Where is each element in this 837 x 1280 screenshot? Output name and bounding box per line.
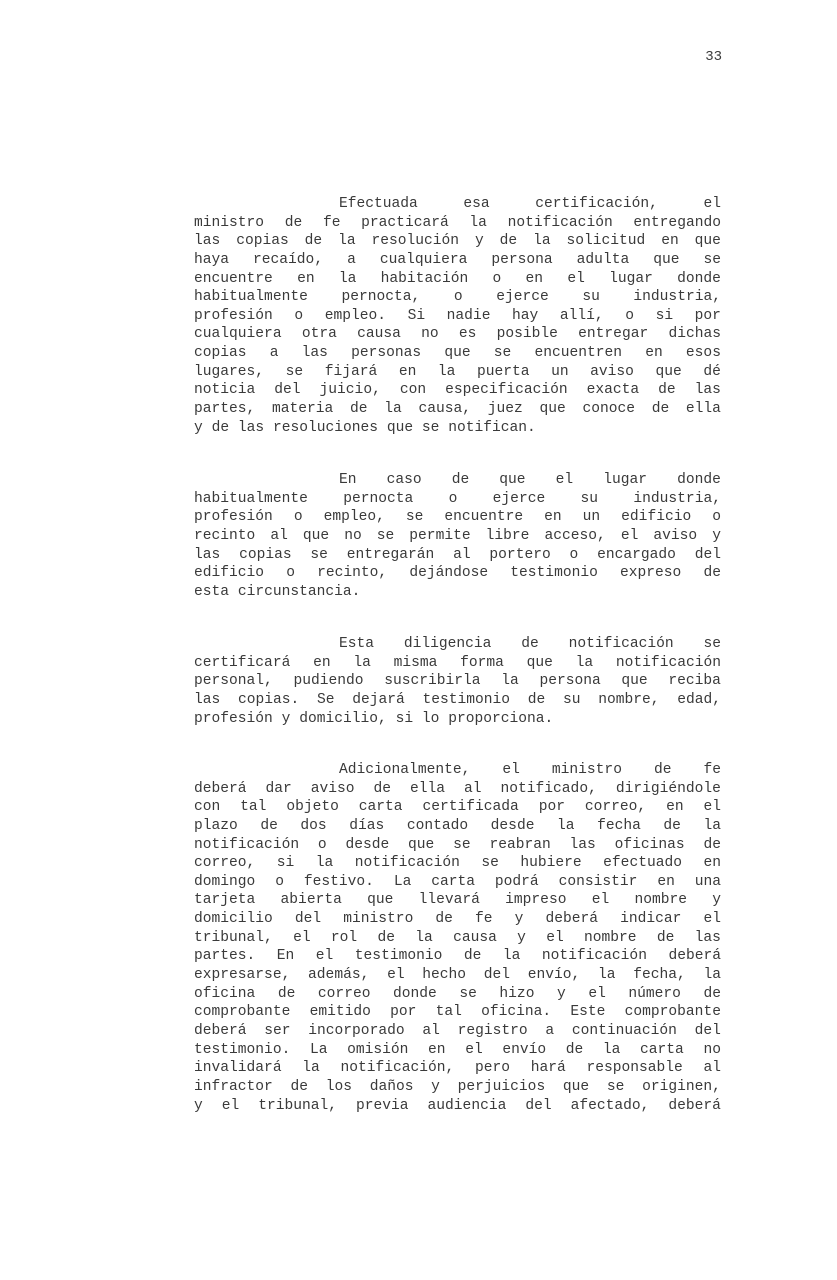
paragraph-3 bbox=[194, 635, 721, 728]
text-line: recinto al que no se permite libre acceso, el aviso y bbox=[194, 527, 721, 544]
text-line: y de las resoluciones que se notifican. bbox=[194, 419, 536, 436]
paragraph-1 bbox=[194, 195, 721, 437]
text-line: y el tribunal, previa audiencia del afectado, deberá bbox=[194, 1097, 721, 1114]
text-line: partes. En el testimonio de la notificación deberá bbox=[194, 948, 721, 965]
text-line: infractor de los daños y perjuicios que se originen, bbox=[194, 1078, 721, 1095]
text-line: testimonio. La omisión en el envío de la carta no bbox=[194, 1041, 721, 1058]
text-line: Adicionalmente, el ministro de fe bbox=[339, 762, 721, 778]
text-line: expresarse, además, el hecho del envío, la fecha, la bbox=[194, 967, 721, 984]
text-line: domingo o festivo. La carta podrá consistir en una bbox=[194, 873, 721, 890]
text-line: oficina de correo donde se hizo y el número de bbox=[194, 985, 721, 1002]
text-line: lugares, se fijará en la puerta un aviso que dé bbox=[194, 363, 721, 380]
text-line: encuentre en la habitación o en el lugar donde bbox=[194, 270, 721, 287]
text-line: cualquiera otra causa no es posible entregar dichas bbox=[194, 326, 721, 343]
text-line: las copias de la resolución y de la solicitud en que bbox=[194, 233, 721, 250]
text-line: profesión o empleo. Si nadie hay allí, o si por bbox=[194, 307, 721, 324]
text-line: notificación o desde que se reabran las oficinas de bbox=[194, 836, 721, 853]
text-line: tarjeta abierta que llevará impreso el nombre y bbox=[194, 892, 721, 909]
text-line: esta circunstancia. bbox=[194, 583, 361, 600]
text-line: certificará en la misma forma que la notificación bbox=[194, 654, 721, 671]
text-line: las copias. Se dejará testimonio de su nombre, edad, bbox=[194, 691, 721, 708]
text-line: haya recaído, a cualquiera persona adulta que se bbox=[194, 251, 721, 268]
text-line: profesión o empleo, se encuentre en un edificio o bbox=[194, 509, 721, 526]
text-line: comprobante emitido por tal oficina. Este comprobante bbox=[194, 1004, 721, 1021]
text-line: partes, materia de la causa, juez que conoce de ella bbox=[194, 401, 721, 418]
text-line: correo, si la notificación se hubiere efectuado en bbox=[194, 855, 721, 872]
paragraph-4 bbox=[194, 761, 721, 1115]
text-line: Esta diligencia de notificación se bbox=[339, 636, 721, 652]
text-line: copias a las personas que se encuentren en esos bbox=[194, 345, 721, 362]
text-line: personal, pudiendo suscribirla la persona que reciba bbox=[194, 673, 721, 690]
text-line: profesión y domicilio, si lo proporciona. bbox=[194, 710, 554, 727]
text-line: deberá ser incorporado al registro a continuación del bbox=[194, 1022, 721, 1039]
text-line: edificio o recinto, dejándose testimonio expreso de bbox=[194, 565, 721, 582]
text-line: ministro de fe practicará la notificación entregando bbox=[194, 214, 721, 231]
text-line: habitualmente pernocta o ejerce su industria, bbox=[194, 490, 721, 507]
text-line: noticia del juicio, con especificación exacta de las bbox=[194, 382, 721, 399]
text-line: domicilio del ministro de fe y deberá indicar el bbox=[194, 911, 721, 928]
text-line: tribunal, el rol de la causa y el nombre de las bbox=[194, 929, 721, 946]
text-line: En caso de que el lugar donde bbox=[339, 472, 721, 488]
paragraph-2 bbox=[194, 471, 721, 601]
text-line: habitualmente pernocta, o ejerce su industria, bbox=[194, 289, 721, 306]
text-line: invalidará la notificación, pero hará responsable al bbox=[194, 1060, 721, 1077]
text-line: con tal objeto carta certificada por correo, en el bbox=[194, 799, 721, 816]
text-line: las copias se entregarán al portero o encargado del bbox=[194, 546, 721, 563]
page-number: 33 bbox=[705, 49, 722, 65]
text-line: deberá dar aviso de ella al notificado, dirigiéndole bbox=[194, 780, 721, 797]
text-line: Efectuada esa certificación, el bbox=[339, 196, 721, 212]
text-line: plazo de dos días contado desde la fecha de la bbox=[194, 817, 721, 834]
